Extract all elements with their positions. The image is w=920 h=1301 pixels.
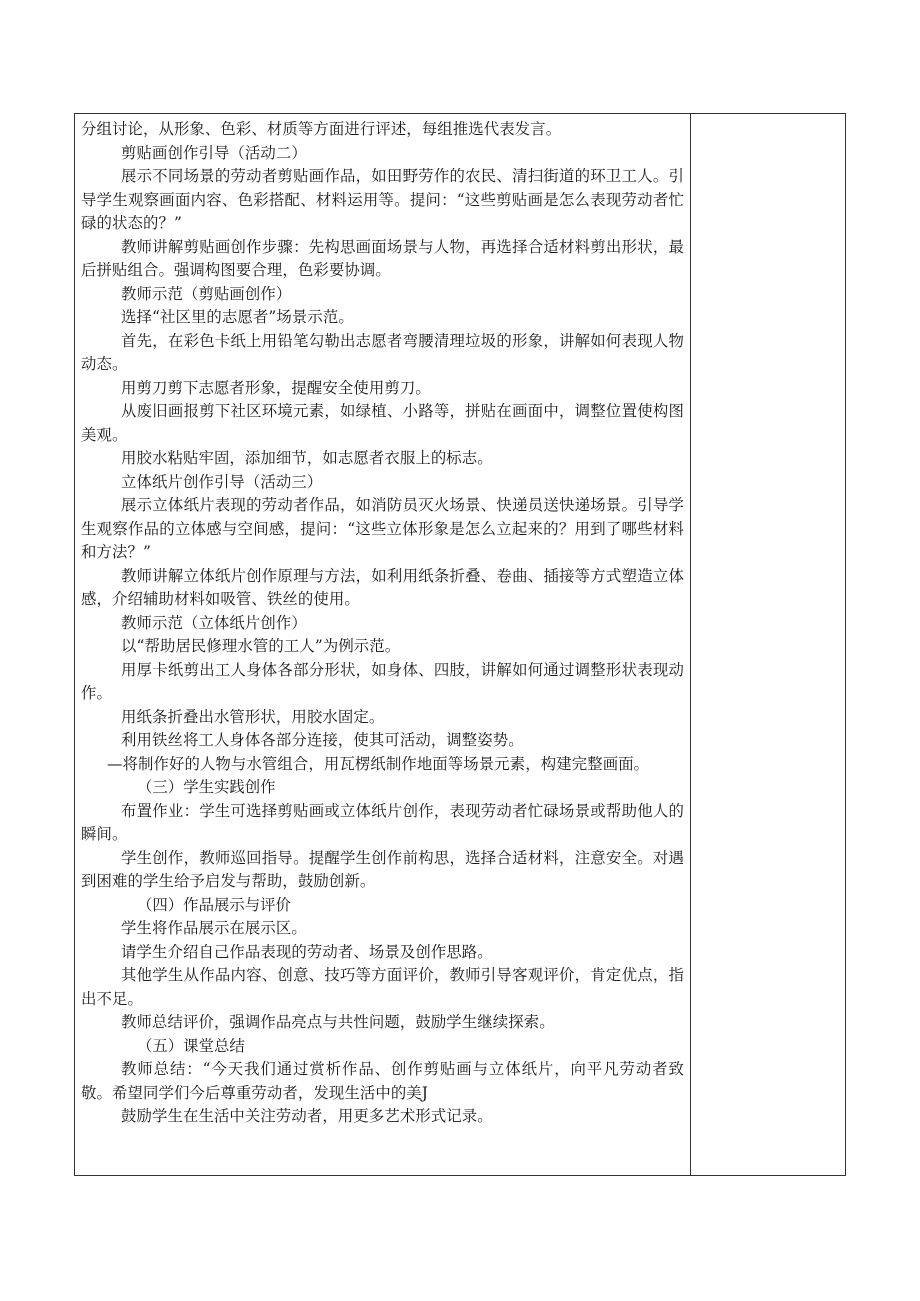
activity-heading: 剪贴画创作引导（活动二） [121, 143, 307, 162]
section-heading: （三）学生实践创作 [137, 778, 276, 796]
paragraph: 用厚卡纸剪出工人身体各部分形状，如身体、四肢，讲解如何通过调整形状表现动作。 [81, 660, 684, 702]
activity-heading: 立体纸片创作引导（活动三） [121, 472, 323, 491]
paragraph: 选择“社区里的志愿者”场景示范。 [121, 308, 354, 326]
paragraph: 从废旧画报剪下社区环境元素，如绿植、小路等，拼贴在画面中，调整位置使构图美观。 [81, 402, 684, 444]
paragraph: 鼓励学生在生活中关注劳动者，用更多艺术形式记录。 [121, 1107, 493, 1125]
section-heading: （四）作品展示与评价 [137, 895, 291, 914]
paragraph: 展示不同场景的劳动者剪贴画作品，如田野劳作的农民、清扫街道的环卫工人。引导学生观察画面内容、色彩搭配、材料运用等。提问：“这些剪贴画是怎么表现劳动者忙碌的状态的？” [81, 167, 684, 232]
lesson-table [74, 113, 846, 1176]
paragraph: 以“帮助居民修理水管的工人”为例示范。 [121, 637, 401, 655]
paragraph: 用纸条折叠出水管形状，用胶水固定。 [121, 707, 385, 726]
paragraph: 布置作业：学生可选择剪贴画或立体纸片创作，表现劳动者忙碌场景或帮助他人的瞬间。 [81, 801, 684, 843]
paragraph: 用剪刀剪下志愿者形象，提醒安全使用剪刀。 [121, 378, 431, 397]
paragraph: 展示立体纸片表现的劳动者作品，如消防员灭火场景、快递员送快递场景。引导学生观察作品的立体感与空间感，提问：“这些立体形象是怎么立起来的？用到了哪些材料和方法？” [81, 496, 684, 561]
paragraph: 教师讲解立体纸片创作原理与方法，如利用纸条折叠、卷曲、插接等方式塑造立体感，介绍辅助材料如吸管、铁丝的使用。 [81, 566, 684, 608]
paragraph: 教师总结：“今天我们通过赏析作品、创作剪贴画与立体纸片，向平凡劳动者致敬。希望同学们今后尊重劳动者，发现生活中的美J [81, 1060, 684, 1102]
paragraph: 教师总结评价，强调作品亮点与共性问题，鼓励学生继续探索。 [121, 1013, 555, 1031]
activity-heading: 教师示范（立体纸片创作） [121, 613, 307, 632]
paragraph: 分组讨论，从形象、色彩、材质等方面进行评述，每组推选代表发言。 [81, 120, 562, 138]
paragraph: 学生将作品展示在展示区。 [121, 919, 307, 937]
paragraph: 首先，在彩色卡纸上用铅笔勾勒出志愿者弯腰清理垃圾的形象，讲解如何表现人物动态。 [81, 331, 684, 373]
paragraph: 请学生介绍自己作品表现的劳动者、场景及创作思路。 [121, 942, 493, 961]
paragraph: 利用铁丝将工人身体各部分连接，使其可活动，调整姿势。 [121, 731, 524, 749]
section-heading: （五）课堂总结 [137, 1036, 245, 1055]
activity-heading: 教师示范（剪贴画创作） [121, 284, 292, 303]
paragraph: 学生创作，教师巡回指导。提醒学生创作前构思，选择合适材料，注意安全。对遇到困难的学生给予启发与帮助，鼓励创新。 [81, 848, 684, 890]
notes-cell [691, 114, 845, 1175]
paragraph: 教师讲解剪贴画创作步骤：先构思画面场景与人物，再选择合适材料剪出形状，最后拼贴组合。强调构图要合理，色彩要协调。 [81, 237, 684, 279]
paragraph: 其他学生从作品内容、创意、技巧等方面评价，教师引导客观评价，肯定优点，指出不足。 [81, 966, 684, 1008]
paragraph: —将制作好的人物与水管组合，用瓦楞纸制作地面等场景元素，构建完整画面。 [107, 754, 650, 773]
lesson-content-cell [75, 114, 690, 1175]
paragraph: 用胶水粘贴牢固，添加细节，如志愿者衣服上的标志。 [121, 449, 493, 467]
